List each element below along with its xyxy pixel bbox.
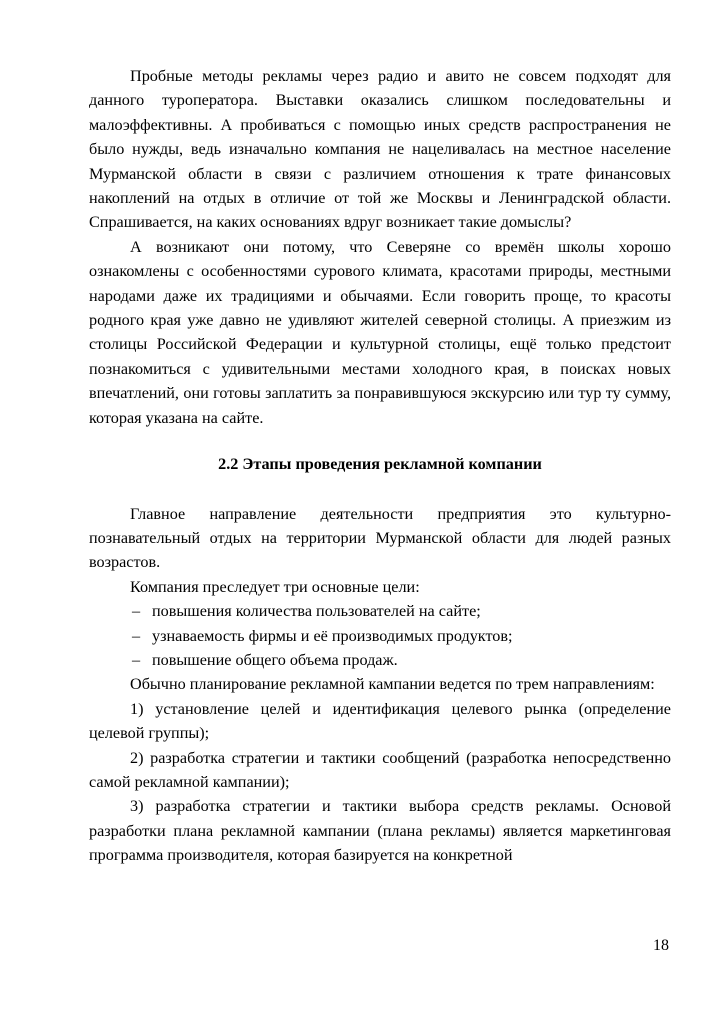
dash-bullet: – (132, 602, 141, 621)
list-item (89, 599, 671, 623)
list-item-text: узнаваемость фирмы и её производимых продуктов; (152, 626, 513, 645)
list-item-text: повышение общего объема продаж. (152, 650, 398, 669)
list-item (89, 648, 671, 672)
list-item (89, 624, 671, 648)
page-content (89, 64, 671, 868)
paragraph-planning-intro: Обычно планирование рекламной кампании ведется по трем направлениям: (130, 675, 655, 694)
paragraph-step-3: 3) разработка стратегии и тактики выбора средств рекламы. Основой разработки плана рекламной кампании (плана рекламы) является маркетинговая программа производителя, которая базируется на конкретной (89, 797, 671, 865)
paragraph-northerners: А возникают они потому, что Северяне со времён школы хорошо ознакомлены с особенностями сурового климата, красотами природы, местными народами даже их традициями и обычаями. Если говорить проще, то красоты родного края уже давно не удивляют жителей северной столицы. А приезжим из столицы Российской Федерации и культурной столицы, ещё только предстоит познакомиться с удивительными местами холодного края, в поисках новых впечатлений, они готовы заплатить за понравившуюся экскурсию или тур ту сумму, которая указана на сайте. (89, 237, 671, 427)
paragraph-step-1: 1) установление целей и идентификация целевого рынка (определение целевой группы); (89, 699, 671, 743)
goals-list (89, 599, 671, 672)
list-item-text: повышения количества пользователей на сайте; (152, 602, 481, 621)
page-number: 18 (653, 937, 669, 954)
paragraph-main-direction: Главное направление деятельности предприятия это культурно-познавательный отдых на территории Мурманской области для людей разных возрастов. (89, 504, 671, 572)
section-heading: 2.2 Этапы проведения рекламной компании (218, 455, 542, 474)
paragraph-goals-intro: Компания преследует три основные цели: (130, 577, 420, 596)
paragraph-advertising-methods: Пробные методы рекламы через радио и авито не совсем подходят для данного туроператора. Выставки оказались слишком последовательны и малоэффективны. А пробиваться с помощью иных средств распространения не было нужды, ведь изначально компания не нацеливалась на местное население Мурманской области в связи с различием отношения к трате финансовых накоплений на отдых в отличие от той же Москвы и Ленинградской области. Спрашивается, на каких основаниях вдруг возникает такие домыслы? (89, 67, 671, 232)
dash-bullet: – (132, 626, 141, 645)
paragraph-step-2: 2) разработка стратегии и тактики сообщений (разработка непосредственно самой рекламной кампании); (89, 748, 671, 791)
dash-bullet: – (132, 650, 141, 669)
